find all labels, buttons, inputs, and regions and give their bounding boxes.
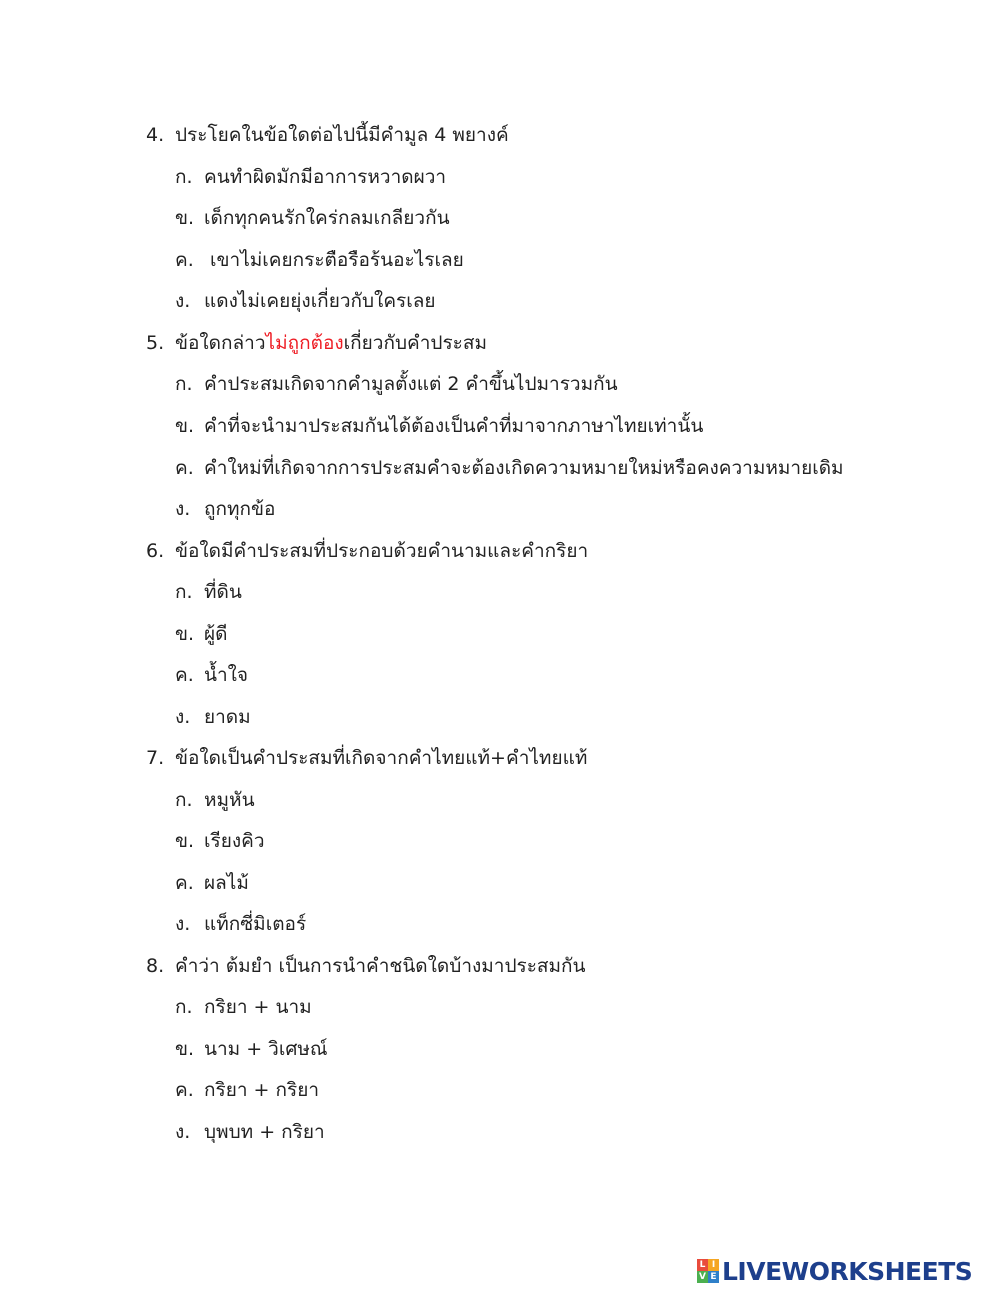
- question-text-after: เกี่ยวกับคำประสม: [343, 332, 487, 354]
- choice-text: คำที่จะนำมาประสมกันได้ต้องเป็นคำที่มาจากภาษาไทยเท่านั้น: [204, 415, 704, 437]
- choice-text: เด็กทุกคนรักใคร่กลมเกลียวกัน: [204, 207, 450, 229]
- choice-letter: ง.: [175, 290, 191, 312]
- choice-letter: ก.: [175, 789, 193, 811]
- choice-letter: ง.: [175, 913, 191, 935]
- choice-text: เขาไม่เคยกระตือรือร้นอะไรเลย: [204, 249, 464, 271]
- logo-letter-v: V: [697, 1271, 708, 1283]
- live-logo-icon: [697, 1259, 719, 1283]
- question-number: 4.: [146, 124, 165, 146]
- question-text: [175, 330, 487, 356]
- choice-text: กริยา + นาม: [204, 996, 312, 1018]
- choice-text: ผลไม้: [204, 872, 249, 894]
- choice-letter: ค.: [175, 249, 194, 271]
- question-number: 6.: [146, 540, 165, 562]
- choice-letter: ก.: [175, 996, 193, 1018]
- choice-letter: ข.: [175, 415, 195, 437]
- question-text-before: ข้อใดกล่าว: [175, 332, 266, 354]
- choice-letter: ค.: [175, 664, 194, 686]
- question-text-highlight: ไม่ถูกต้อง: [265, 332, 344, 354]
- logo-letter-e: E: [708, 1271, 719, 1283]
- logo-letter-i: I: [708, 1259, 719, 1271]
- choice-text: คำประสมเกิดจากคำมูลตั้งแต่ 2 คำขึ้นไปมารวมกัน: [204, 373, 618, 395]
- logo-letter-l: L: [697, 1259, 708, 1271]
- brand-name: LIVEWORKSHEETS: [722, 1256, 973, 1286]
- choice-text: น้ำใจ: [204, 664, 249, 686]
- choice-letter: ก.: [175, 373, 193, 395]
- question-text: ประโยคในข้อใดต่อไปนี้มีคำมูล 4 พยางค์: [175, 124, 509, 146]
- choice-text: หมูหัน: [204, 789, 255, 811]
- choice-letter: ค.: [175, 457, 194, 479]
- choice-letter: ก.: [175, 166, 193, 188]
- choice-text: แท็กซี่มิเตอร์: [204, 913, 307, 935]
- choice-letter: ข.: [175, 623, 195, 645]
- choice-letter: ค.: [175, 1079, 194, 1101]
- choice-letter: ง.: [175, 498, 191, 520]
- choice-text: คนทำผิดมักมีอาการหวาดผวา: [204, 166, 447, 188]
- choice-text: ผู้ดี: [204, 623, 228, 645]
- choice-letter: ข.: [175, 207, 195, 229]
- choice-text: เรียงคิว: [204, 830, 265, 852]
- question-text: ข้อใดเป็นคำประสมที่เกิดจากคำไทยแท้+คำไทยแท้: [175, 747, 588, 769]
- choice-letter: ข.: [175, 1038, 195, 1060]
- question-number: 7.: [146, 747, 165, 769]
- choice-text: ถูกทุกข้อ: [204, 498, 276, 520]
- question-number: 5.: [146, 332, 165, 354]
- choice-text: นาม + วิเศษณ์: [204, 1038, 328, 1060]
- choice-text: แดงไม่เคยยุ่งเกี่ยวกับใครเลย: [204, 290, 436, 312]
- choice-letter: ค.: [175, 872, 194, 894]
- choice-letter: ง.: [175, 706, 191, 728]
- choice-text: ที่ดิน: [204, 581, 242, 603]
- choice-text: คำใหม่ที่เกิดจากการประสมคำจะต้องเกิดความหมายใหม่หรือคงความหมายเดิม: [204, 457, 844, 479]
- question-number: 8.: [146, 955, 165, 977]
- question-text: คำว่า ต้มยำ เป็นการนำคำชนิดใดบ้างมาประสมกัน: [175, 955, 586, 977]
- liveworksheets-logo: [697, 1257, 972, 1285]
- choice-text: กริยา + กริยา: [204, 1079, 320, 1101]
- choice-text: บุพบท + กริยา: [204, 1121, 325, 1143]
- question-text: ข้อใดมีคำประสมที่ประกอบด้วยคำนามและคำกริยา: [175, 540, 589, 562]
- choice-text: ยาดม: [204, 706, 251, 728]
- choice-letter: ง.: [175, 1121, 191, 1143]
- choice-letter: ก.: [175, 581, 193, 603]
- choice-letter: ข.: [175, 830, 195, 852]
